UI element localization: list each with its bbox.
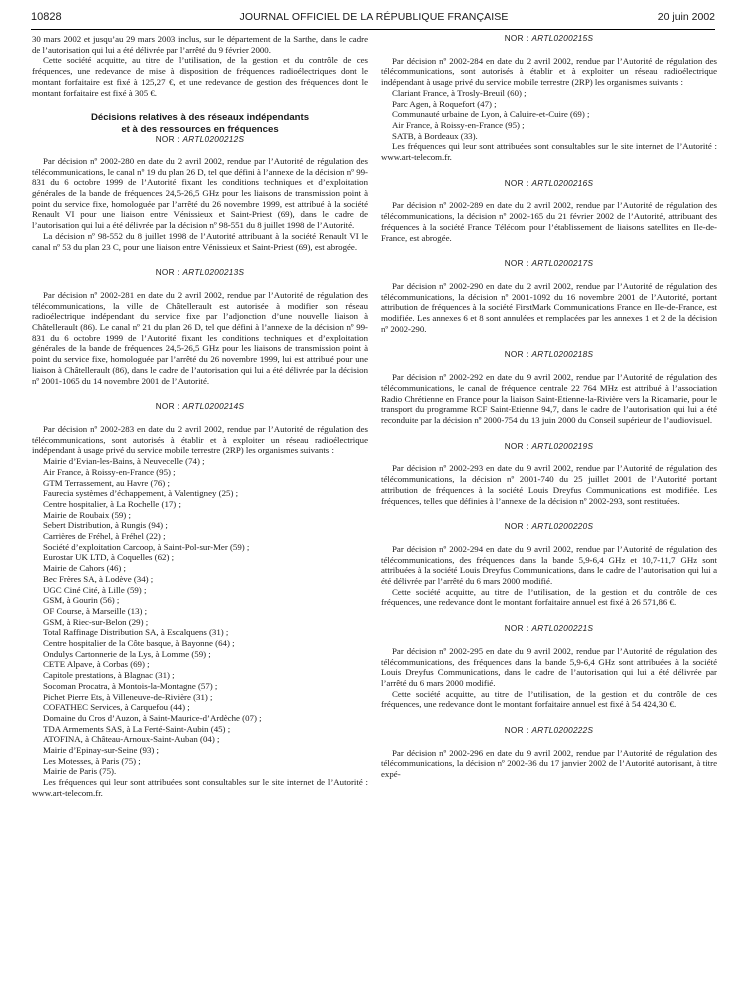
- paragraph: Par décision nº 2002-289 en date du 2 avril 2002, rendue par l’Autorité de régulation des télécommunications, la décision nº 2002-165 du 21 février 2002 de l’Autorité, attribuant des fréquences à la société France Télécom pour l’établissement de liaisons satellites en Ile-de-France, est abrogée.: [381, 200, 717, 243]
- nor-reference: [381, 624, 717, 635]
- nor-label: NOR :: [504, 178, 529, 188]
- nor-code: ARTL0200214S: [182, 402, 245, 412]
- nor-label: NOR :: [504, 522, 529, 532]
- list-item: Société d’exploitation Carcoop, à Saint-Pol-sur-Mer (59) ;: [43, 541, 250, 552]
- left-column: [32, 34, 368, 799]
- list-item: Capitole prestations, à Blagnac (31) ;: [43, 670, 175, 681]
- page-number: 10828: [31, 11, 62, 23]
- list-item: Les Motesses, à Paris (75) ;: [43, 755, 141, 766]
- list-item: GTM Terrassement, au Havre (76) ;: [43, 477, 170, 488]
- list-item: Total Raffinage Distribution SA, à Escalquens (31) ;: [43, 627, 229, 638]
- paragraph: La décision nº 98-552 du 8 juillet 1998 de l’Autorité attribuant à la société Renault VI le canal nº 53 du plan 23 C, pour une liaison entre Vénissieux et Saint-Priest (69), est abrogée.: [32, 230, 368, 252]
- nor-reference: [381, 442, 717, 453]
- section-heading-line: et à des ressources en fréquences: [121, 123, 279, 135]
- nor-label: NOR :: [504, 726, 529, 736]
- nor-label: NOR :: [155, 402, 180, 412]
- nor-code: ARTL0200212S: [182, 135, 245, 145]
- list-item: Socoman Procatra, à Montois-la-Montagne (57) ;: [43, 680, 218, 691]
- list-item: Clariant France, à Trosly-Breuil (60) ;: [392, 87, 527, 98]
- nor-reference: [32, 268, 368, 279]
- list-item: Mairie de Paris (75).: [43, 766, 117, 777]
- paragraph: Par décision nº 2002-295 en date du 9 avril 2002, rendue par l’Autorité de régulation des télécommunications, des fréquences dans la bande 5,9-6,4 GHz sont attribuées à la société Louis Dreyfus Communications, dans le cadre de l’autorisation qui lui a été délivrée par l’arrêté du 6 mars 2000 modifié.: [381, 645, 717, 688]
- list-item: Domaine du Cros d’Auzon, à Saint-Maurice-d’Ardèche (07) ;: [43, 712, 262, 723]
- nor-label: NOR :: [504, 624, 529, 634]
- paragraph: Cette société acquitte, au titre de l’utilisation, de la gestion et du contrôle de ces fréquences, une redevance dont le montant forfaitaire annuel est fixé à 54 424,30 €.: [381, 688, 717, 710]
- list-item: COFATHEC Services, à Carquefou (44) ;: [43, 702, 190, 713]
- nor-label: NOR :: [504, 259, 529, 269]
- section-heading: [32, 112, 368, 135]
- list-item: Mairie d’Epinay-sur-Seine (93) ;: [43, 745, 159, 756]
- organisms-list: [381, 88, 717, 142]
- nor-reference: [381, 34, 717, 45]
- list-item: GSM, à Riec-sur-Belon (29) ;: [43, 616, 149, 627]
- nor-code: ARTL0200220S: [531, 522, 594, 532]
- list-item: Bec Frères SA, à Lodève (34) ;: [43, 573, 154, 584]
- list-item: Sebert Distribution, à Rungis (94) ;: [43, 520, 168, 531]
- nor-label: NOR :: [155, 268, 180, 278]
- header-rule: [31, 29, 715, 30]
- right-column: [381, 34, 717, 780]
- list-item: Parc Agen, à Roquefort (47) ;: [392, 98, 497, 109]
- paragraph: Cette société acquitte, au titre de l’utilisation, de la gestion et du contrôle de ces fréquences, une redevance de mise à disposition de fréquences radioélectriques dont le montant forfaitaire est fixé à 125,27 €, et une redevance de gestion des fréquences dont le montant forfaitaire est fixé à 305 €.: [32, 55, 368, 98]
- list-item: Mairie d’Evian-les-Bains, à Neuvecelle (74) ;: [43, 456, 205, 467]
- paragraph: Par décision nº 2002-290 en date du 2 avril 2002, rendue par l’Autorité de régulation des télécommunications, la décision nº 2001-1092 du 16 novembre 2001 de l’Autorité, portant attribution de fréquences à la société FirstMark Communications France en Ile-de-France, est modifiée. Les annexes 6 et 8 sont annulées et remplacées par les annexes 1 et 2 de la décision nº 2002-290.: [381, 280, 717, 334]
- nor-code: ARTL0200217S: [531, 259, 594, 269]
- nor-reference: [381, 179, 717, 190]
- nor-reference: [381, 522, 717, 533]
- paragraph: 30 mars 2002 et jusqu’au 29 mars 2003 inclus, sur le département de la Sarthe, dans le cadre de l’autorisation qui lui a été délivrée par l’arrêté du 9 février 2000.: [32, 34, 368, 55]
- paragraph: Par décision nº 2002-280 en date du 2 avril 2002, rendue par l’Autorité de régulation des télécommunications, le canal nº 19 du plan 26 D, tel que défini à l’annexe de la décision nº 99-831 du 6 octobre 1999 de l’Autorité fixant les conditions techniques et d’exploitation générales de la bande de fréquences 24,5-26,5 GHz pour les liaisons de transmission point à point du service fixe, homologuée par l’arrêté du 26 novembre 1999, est attribué à la société Renault VI pour une liaison entre Vénissieux et Saint-Priest (69), dans le cadre de l’autorisation qui lui a été délivrée par la décision nº 98-551 du 8 juillet 1998 de l’Autorité.: [32, 155, 368, 231]
- paragraph: Par décision nº 2002-293 en date du 9 avril 2002, rendue par l’Autorité de régulation des télécommunications, la décision nº 2001-740 du 25 juillet 2001 de l’Autorité portant attribution de fréquences à la société Louis Dreyfus Communications est modifiée. Les fréquences, telles que définies à l’annexe de la décision nº 2002-293, sont restituées.: [381, 463, 717, 506]
- paragraph: Par décision nº 2002-283 en date du 2 avril 2002, rendue par l’Autorité de régulation des télécommunications, sont autorisés à établir et à exploiter un réseau radioélectrique indépendant à usage privé du service mobile terrestre (2RP) les organismes suivants :: [32, 423, 368, 456]
- list-item: Communauté urbaine de Lyon, à Caluire-et-Cuire (69) ;: [392, 109, 590, 120]
- paragraph: Cette société acquitte, au titre de l’utilisation, de la gestion et du contrôle de ces fréquences, une redevance dont le montant forfaitaire annuel est fixé à 26 571,86 €.: [381, 586, 717, 608]
- nor-label: NOR :: [504, 441, 529, 451]
- list-item: Eurostar UK LTD, à Coquelles (62) ;: [43, 552, 175, 563]
- list-item: CETE Alpave, à Corbas (69) ;: [43, 659, 150, 670]
- list-item: TDA Armements SAS, à La Ferté-Saint-Aubin (45) ;: [43, 723, 231, 734]
- nor-reference: [381, 259, 717, 270]
- nor-reference: [32, 402, 368, 413]
- paragraph: Par décision nº 2002-284 en date du 2 avril 2002, rendue par l’Autorité de régulation des télécommunications, sont autorisés à établir et à exploiter un réseau radioélectrique indépendant à usage privé du service mobile terrestre (2RP) les organismes suivants :: [381, 55, 717, 88]
- nor-reference: [381, 726, 717, 737]
- list-item: SATB, à Bordeaux (33).: [392, 130, 478, 141]
- paragraph: Par décision nº 2002-294 en date du 9 avril 2002, rendue par l’Autorité de régulation des télécommunications, des fréquences dans la bande 5,9-6,4 GHz et 10,7-11,7 GHz sont attribuées à la société Louis Dreyfus Communications, dans le cadre de l’autorisation qui lui a été délivrée par l’arrêté du 6 mars 2000 modifié.: [381, 543, 717, 587]
- nor-label: NOR :: [504, 350, 529, 360]
- paragraph: Par décision nº 2002-281 en date du 2 avril 2002, rendue par l’Autorité de régulation des télécommunications, la ville de Châtellerault est autorisée à modifier son réseau radioélectrique indépendant du service fixe par l’adjonction d’une nouvelle liaison à Châtellerault (86). Le canal nº 21 du plan 26 D, tel que défini à l’annexe de la décision nº 99-831 du 6 octobre 1999 de l’Autorité fixant les conditions techniques et d’exploitation générales de la bande de fréquences 24,5-26,5 GHz pour les liaisons de transmission point à point du service fixe, homologuée par l’arrêté du 26 novembre 1999, lui est attribué pour une liaison à Châtellerault (86), dans le cadre de l’autorisation qui lui a été délivrée par la décision nº 2001-1065 du 14 novembre 2001 de l’Autorité.: [32, 289, 368, 386]
- nor-label: NOR :: [155, 135, 180, 145]
- issue-date: 20 juin 2002: [657, 11, 715, 23]
- nor-code: ARTL0200219S: [531, 441, 594, 451]
- paragraph: Les fréquences qui leur sont attribuées sont consultables sur le site internet de l’Autorité : www.art-telecom.fr.: [381, 141, 717, 163]
- list-item: Centre hospitalier, à La Rochelle (17) ;: [43, 498, 181, 509]
- list-item: GSM, à Gourin (56) ;: [43, 595, 120, 606]
- section-heading-line: Décisions relatives à des réseaux indépendants: [90, 112, 310, 124]
- paragraph: Par décision nº 2002-292 en date du 9 avril 2002, rendue par l’Autorité de régulation des télécommunications, le canal de fréquence centrale 22 764 MHz est attribué à l’association Radio Chrétienne en France pour la liaison Saint-Etienne-la-Rivière vers la Ricamarie, pour le transport du programme RCF Saint-Etienne 94,7, dans le cadre de l’autorisation qui lui a été reconduite par la décision nº 2000-754 du 13 juin 2000 du Conseil supérieur de l’audiovisuel.: [381, 372, 717, 425]
- list-item: Mairie de Cahors (46) ;: [43, 563, 127, 574]
- nor-code: ARTL0200221S: [531, 624, 594, 634]
- nor-reference: [32, 135, 368, 146]
- paragraph: Les fréquences qui leur sont attribuées sont consultables sur le site internet de l’Autorité : www.art-telecom.fr.: [32, 777, 368, 798]
- nor-reference: [381, 350, 717, 361]
- nor-code: ARTL0200222S: [531, 726, 594, 736]
- nor-code: ARTL0200216S: [531, 178, 594, 188]
- list-item: Ondulys Cartonnerie de la Lys, à Lomme (59) ;: [43, 648, 211, 659]
- nor-code: ARTL0200215S: [531, 34, 594, 43]
- list-item: Carrières de Fréhel, à Fréhel (22) ;: [43, 531, 166, 542]
- list-item: Mairie de Roubaix (59) ;: [43, 509, 131, 520]
- journal-title: JOURNAL OFFICIEL DE LA RÉPUBLIQUE FRANÇAISE: [239, 11, 509, 23]
- paragraph: Par décision nº 2002-296 en date du 9 avril 2002, rendue par l’Autorité de régulation des télécommunications, la décision nº 2002-36 du 17 janvier 2002 de l’Autorité autorisant, à titre expé-: [381, 747, 717, 780]
- list-item: ATOFINA, à Château-Arnoux-Saint-Auban (04) ;: [43, 734, 220, 745]
- organisms-list: [32, 456, 368, 777]
- nor-label: NOR :: [504, 34, 529, 43]
- list-item: Air France, à Roissy-en-France (95) ;: [392, 119, 525, 130]
- list-item: UGC Ciné Cité, à Lille (59) ;: [43, 584, 147, 595]
- nor-code: ARTL0200218S: [531, 350, 594, 360]
- list-item: Faurecia systèmes d’échappement, à Valentigney (25) ;: [43, 488, 239, 499]
- list-item: Pichet Pierre Ets, à Villeneuve-de-Rivière (31) ;: [43, 691, 213, 702]
- list-item: Centre hospitalier de la Côte basque, à Bayonne (64) ;: [43, 638, 235, 649]
- list-item: Air France, à Roissy-en-France (95) ;: [43, 466, 176, 477]
- list-item: OF Course, à Marseille (13) ;: [43, 605, 148, 616]
- nor-code: ARTL0200213S: [182, 268, 245, 278]
